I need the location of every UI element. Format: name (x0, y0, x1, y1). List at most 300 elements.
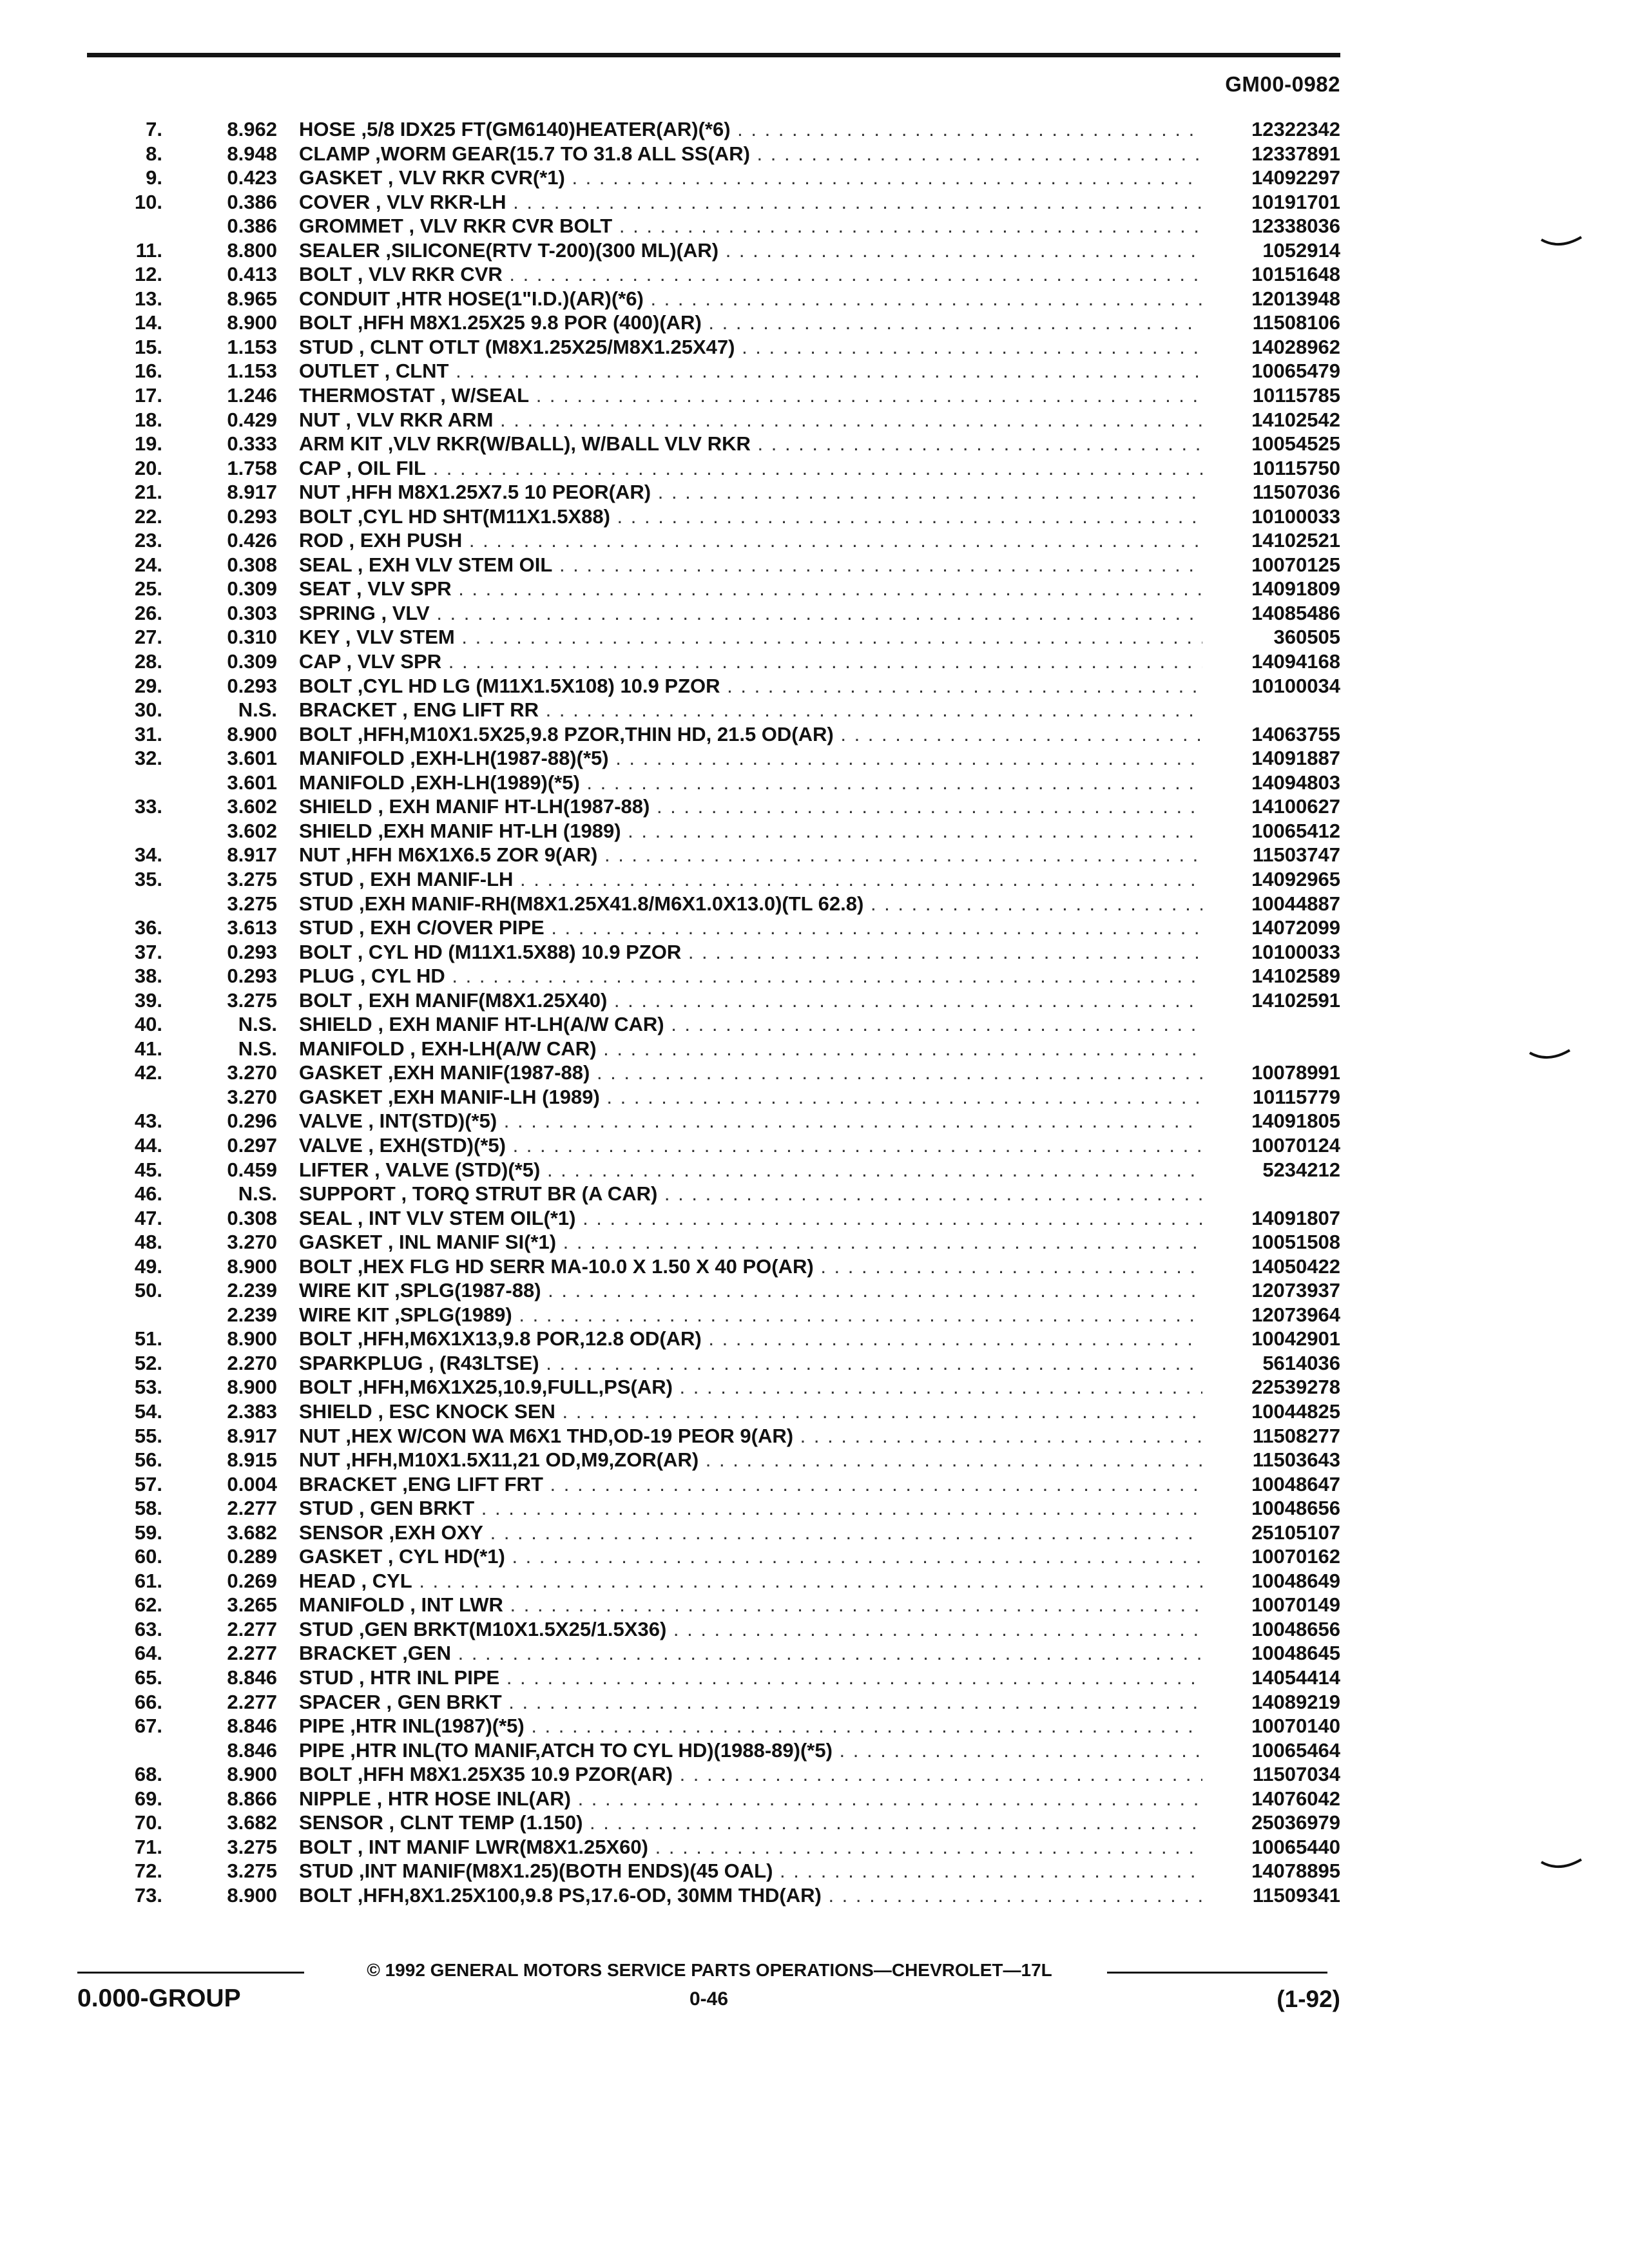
part-detail: ,HTR INL(1987)(*5) (350, 1715, 525, 1738)
part-description (299, 1351, 1202, 1376)
part-description (299, 1327, 1202, 1351)
part-detail: , EXH(STD)(*5) (368, 1133, 506, 1157)
part-name: CLAMP (299, 142, 370, 165)
ref-number: 37. (134, 940, 162, 963)
part-detail: ,CYL HD LG (M11X1.5X108) 10.9 PZOR (357, 674, 720, 697)
part-description (299, 142, 1202, 166)
part-detail: ,CYL HD SHT(M11X1.5X88) (357, 505, 610, 528)
part-number: 10048645 (1251, 1642, 1340, 1665)
part-description (299, 1544, 1202, 1569)
group-number: 0.293 (227, 505, 277, 528)
part-detail: , INT(STD)(*5) (368, 1110, 497, 1133)
part-detail: , EXH C/OVER PIPE (359, 916, 545, 939)
ref-number: 69. (134, 1787, 162, 1810)
ref-number: 34. (134, 843, 162, 867)
part-detail: , VALVE (STD)(*5) (374, 1158, 541, 1181)
part-name: BOLT (299, 674, 352, 697)
part-detail: ,SILICONE(RTV T-200)(300 ML)(AR) (385, 238, 719, 262)
part-detail: ,HFH M8X1.25X25 9.8 POR (400)(AR) (357, 311, 702, 334)
part-name: SPARKPLUG (299, 1351, 423, 1374)
part-detail: , VLV RKR CVR(*1) (387, 166, 565, 189)
parts-row (0, 698, 1629, 722)
ref-number: 44. (134, 1133, 162, 1157)
parts-row (0, 1666, 1629, 1690)
group-number: 0.429 (227, 408, 277, 431)
group-number: 2.239 (227, 1279, 277, 1302)
group-number: 0.333 (227, 432, 277, 456)
group-number: 8.917 (227, 481, 277, 504)
parts-row (0, 1012, 1629, 1037)
part-detail: , EXH PUSH (349, 529, 463, 552)
part-description (299, 1617, 1202, 1642)
ref-number: 8. (146, 142, 162, 165)
part-name: BOLT (299, 1254, 352, 1278)
part-name: SEAL (299, 553, 352, 576)
part-number: 10151648 (1251, 263, 1340, 286)
group-number: 0.297 (227, 1133, 277, 1157)
group-number: 3.275 (227, 867, 277, 890)
part-description (299, 1182, 1202, 1206)
group-number: 3.682 (227, 1521, 277, 1544)
parts-row (0, 722, 1629, 747)
part-description (299, 1859, 1202, 1883)
part-number: 5614036 (1262, 1351, 1340, 1374)
group-number: 1.153 (227, 335, 277, 358)
ref-number: 63. (134, 1617, 162, 1640)
parts-row (0, 1544, 1629, 1569)
part-description (299, 1424, 1202, 1448)
part-number: 14102589 (1251, 965, 1340, 988)
part-number: 12073937 (1251, 1279, 1340, 1302)
part-detail: , (R43LTSE) (428, 1351, 539, 1374)
part-description (299, 1811, 1202, 1835)
part-name: SUPPORT (299, 1182, 396, 1206)
parts-row (0, 625, 1629, 649)
part-number: 5234212 (1262, 1158, 1340, 1181)
group-number: 0.386 (227, 215, 277, 238)
part-number: 10051508 (1251, 1231, 1340, 1254)
group-number: 8.917 (227, 843, 277, 867)
parts-row (0, 1690, 1629, 1715)
part-name: BOLT (299, 1835, 352, 1858)
group-number: 8.948 (227, 142, 277, 165)
part-description (299, 964, 1202, 988)
part-description (299, 1012, 1202, 1037)
group-number: 0.310 (227, 626, 277, 649)
part-name: STUD (299, 335, 354, 358)
part-number: 12338036 (1251, 215, 1340, 238)
margin-tick-mark (1540, 1858, 1583, 1872)
group-number: 2.277 (227, 1642, 277, 1665)
part-detail: , TORQ STRUT BR (A CAR) (401, 1182, 658, 1206)
part-number: 14094168 (1251, 650, 1340, 673)
part-number: 10100033 (1251, 940, 1340, 963)
ref-number: 10. (134, 190, 162, 213)
part-name: VALVE (299, 1133, 363, 1157)
group-number: 8.800 (227, 238, 277, 262)
part-number: 14100627 (1251, 795, 1340, 818)
part-name: OUTLET (299, 360, 379, 383)
ref-number: 57. (134, 1472, 162, 1495)
part-name: BOLT (299, 1763, 352, 1786)
group-number: 8.900 (227, 1327, 277, 1350)
part-detail: , VLV RKR CVR BOLT (409, 215, 613, 238)
part-name: SPACER (299, 1690, 381, 1713)
ref-number: 22. (134, 505, 162, 528)
part-description (299, 1158, 1202, 1182)
parts-row (0, 1085, 1629, 1110)
part-number: 14076042 (1251, 1787, 1340, 1810)
part-name: NUT (299, 408, 340, 431)
part-description (299, 819, 1202, 843)
group-number: 8.917 (227, 1424, 277, 1447)
group-number: 0.309 (227, 577, 277, 601)
ref-number: 67. (134, 1715, 162, 1738)
part-name: MANIFOLD (299, 1037, 405, 1060)
ref-number: 62. (134, 1593, 162, 1617)
part-detail: , GEN BRKT (386, 1690, 502, 1713)
part-detail: , EXH MANIF HT-LH(1987-88) (378, 795, 650, 818)
part-number: 10191701 (1251, 190, 1340, 213)
part-description (299, 1375, 1202, 1399)
ref-number: 28. (134, 650, 162, 673)
ref-number: 15. (134, 335, 162, 358)
group-number: 0.308 (227, 1206, 277, 1229)
part-name: PIPE (299, 1738, 345, 1762)
part-detail: ,HFH M8X1.25X7.5 10 PEOR(AR) (345, 481, 651, 504)
part-name: NUT (299, 481, 340, 504)
parts-row (0, 359, 1629, 383)
part-detail: ,HTR INL(TO MANIF,ATCH TO CYL HD)(1988-89)(*5) (350, 1738, 833, 1762)
part-detail: ,EXH MANIF HT-LH (1989) (378, 819, 621, 842)
part-description (299, 1037, 1202, 1061)
group-number: 8.846 (227, 1715, 277, 1738)
part-detail: , VLV RKR ARM (345, 408, 494, 431)
ref-number: 14. (134, 311, 162, 334)
parts-row (0, 916, 1629, 940)
ref-number: 72. (134, 1860, 162, 1883)
part-detail: , VLV RKR CVR (357, 263, 503, 286)
part-detail: ,SPLG(1987-88) (394, 1279, 541, 1302)
part-name: BOLT (299, 1376, 352, 1399)
part-name: SHIELD (299, 795, 372, 818)
parts-row (0, 408, 1629, 432)
part-name: MANIFOLD (299, 747, 405, 770)
part-name: ROD (299, 529, 343, 552)
ref-number: 42. (134, 1061, 162, 1084)
part-description (299, 1714, 1202, 1738)
parts-row (0, 480, 1629, 505)
part-number: 10044825 (1251, 1399, 1340, 1423)
part-description (299, 287, 1202, 311)
part-description (299, 1883, 1202, 1908)
part-name: WIRE KIT (299, 1303, 389, 1326)
ref-number: 49. (134, 1254, 162, 1278)
part-name: GASKET (299, 1231, 383, 1254)
ref-number: 24. (134, 553, 162, 576)
part-description (299, 1521, 1202, 1545)
ref-number: 52. (134, 1351, 162, 1374)
group-number: 3.613 (227, 916, 277, 939)
part-description (299, 1641, 1202, 1666)
ref-number: 31. (134, 722, 162, 745)
part-name: GASKET (299, 1061, 383, 1084)
ref-number: 43. (134, 1110, 162, 1133)
part-description (299, 1738, 1202, 1763)
ref-number: 54. (134, 1399, 162, 1423)
part-detail: ,EXH-LH(1987-88)(*5) (410, 747, 609, 770)
part-detail: , EXH-LH(A/W CAR) (410, 1037, 597, 1060)
part-description (299, 1569, 1202, 1593)
part-detail: ,HEX W/CON WA M6X1 THD,OD-19 PEOR 9(AR) (345, 1424, 794, 1447)
part-name: SENSOR (299, 1811, 383, 1834)
part-description (299, 674, 1202, 698)
parts-row (0, 142, 1629, 166)
part-number: 10070149 (1251, 1593, 1340, 1617)
part-name: CAP (299, 650, 341, 673)
part-name: NUT (299, 843, 340, 867)
part-description (299, 1496, 1202, 1521)
part-name: COVER (299, 190, 371, 213)
group-number: N.S. (238, 1182, 277, 1206)
part-description (299, 698, 1202, 722)
part-description (299, 649, 1202, 674)
part-number: 11507034 (1252, 1763, 1340, 1786)
part-number: 14050422 (1251, 1254, 1340, 1278)
part-number: 10048656 (1251, 1617, 1340, 1640)
parts-row (0, 819, 1629, 843)
part-name: SHIELD (299, 819, 372, 842)
ref-number: 64. (134, 1642, 162, 1665)
part-number: 10078991 (1251, 1061, 1340, 1084)
group-number: 2.277 (227, 1617, 277, 1640)
part-name: LIFTER (299, 1158, 369, 1181)
revision-date: (1-92) (1277, 1986, 1340, 2012)
ref-number: 33. (134, 795, 162, 818)
part-detail: , CYL HD (M11X1.5X88) 10.9 PZOR (357, 940, 682, 963)
part-number: 11508277 (1252, 1424, 1340, 1447)
part-detail: , INT MANIF LWR(M8X1.25X60) (357, 1835, 648, 1858)
part-detail: , ESC KNOCK SEN (378, 1399, 555, 1423)
page-number: 0-46 (689, 1988, 729, 2010)
parts-row (0, 1278, 1629, 1303)
part-number: 14063755 (1251, 722, 1340, 745)
part-number: 10070125 (1251, 553, 1340, 576)
part-name: SHIELD (299, 1399, 372, 1423)
part-number: 1052914 (1262, 238, 1340, 262)
parts-row (0, 166, 1629, 190)
group-number: 0.308 (227, 553, 277, 576)
part-description (299, 432, 1202, 456)
parts-row (0, 964, 1629, 988)
part-name: STUD (299, 1860, 354, 1883)
part-name: GASKET (299, 1545, 383, 1568)
part-number: 10070140 (1251, 1715, 1340, 1738)
parts-row (0, 1254, 1629, 1279)
parts-row (0, 794, 1629, 819)
part-number: 14054414 (1251, 1666, 1340, 1689)
part-detail: , CYL HD (360, 965, 445, 988)
part-name: GASKET (299, 166, 383, 189)
group-number: 3.601 (227, 771, 277, 794)
part-description (299, 794, 1202, 819)
part-number: 10065440 (1251, 1835, 1340, 1858)
part-description (299, 480, 1202, 505)
part-description (299, 867, 1202, 892)
part-detail: , VLV SPR (356, 577, 452, 601)
group-number: 0.426 (227, 529, 277, 552)
group-number: 3.275 (227, 1835, 277, 1858)
part-description (299, 1787, 1202, 1811)
ref-number: 47. (134, 1206, 162, 1229)
group-number: 0.293 (227, 674, 277, 697)
part-name: BOLT (299, 988, 352, 1012)
part-number: 12073964 (1251, 1303, 1340, 1326)
part-number: 10048649 (1251, 1569, 1340, 1592)
document-id: GM00-0982 (1225, 72, 1340, 96)
part-name: STUD (299, 916, 354, 939)
part-name: CONDUIT (299, 287, 390, 310)
part-number: 10044887 (1251, 892, 1340, 915)
part-name: WIRE KIT (299, 1279, 389, 1302)
group-number: 8.900 (227, 1254, 277, 1278)
ref-number: 21. (134, 481, 162, 504)
parts-row (0, 843, 1629, 867)
part-detail: ,EXH OXY (389, 1521, 483, 1544)
group-number: 1.246 (227, 384, 277, 407)
ref-number: 70. (134, 1811, 162, 1834)
part-number: 14092965 (1251, 867, 1340, 890)
part-name: SPRING (299, 601, 376, 624)
part-number: 14092297 (1251, 166, 1340, 189)
ref-number: 40. (134, 1013, 162, 1036)
part-number: 14102542 (1251, 408, 1340, 431)
ref-number: 45. (134, 1158, 162, 1181)
parts-row (0, 601, 1629, 626)
parts-row (0, 1206, 1629, 1231)
part-number: 10048656 (1251, 1497, 1340, 1520)
part-name: BOLT (299, 940, 352, 963)
parts-row (0, 1327, 1629, 1351)
part-number: 12337891 (1251, 142, 1340, 165)
ref-number: 9. (146, 166, 162, 189)
part-name: BOLT (299, 505, 352, 528)
ref-number: 38. (134, 965, 162, 988)
group-number: 0.309 (227, 650, 277, 673)
footer-rule (77, 1972, 304, 1974)
part-description (299, 166, 1202, 190)
parts-row (0, 1037, 1629, 1061)
part-detail: , INL MANIF SI(*1) (387, 1231, 557, 1254)
ref-number: 27. (134, 626, 162, 649)
parts-row (0, 940, 1629, 965)
group-number: 0.269 (227, 1569, 277, 1592)
part-detail: , EXH MANIF-LH (359, 867, 514, 890)
group-number: 8.900 (227, 1376, 277, 1399)
group-number: 2.277 (227, 1497, 277, 1520)
part-number: 10070124 (1251, 1133, 1340, 1157)
part-detail: ,SPLG(1989) (394, 1303, 512, 1326)
part-number: 11508106 (1252, 311, 1340, 334)
part-description (299, 1303, 1202, 1327)
ref-number: 73. (134, 1883, 162, 1907)
group-number: 0.289 (227, 1545, 277, 1568)
ref-number: 13. (134, 287, 162, 310)
part-description (299, 577, 1202, 601)
part-number: 14091807 (1251, 1206, 1340, 1229)
group-number: 8.962 (227, 118, 277, 140)
parts-row (0, 1787, 1629, 1811)
ref-number: 35. (134, 867, 162, 890)
part-name: BOLT (299, 311, 352, 334)
ref-number: 58. (134, 1497, 162, 1520)
parts-row (0, 1133, 1629, 1158)
parts-row (0, 335, 1629, 360)
part-number: 14091809 (1251, 577, 1340, 601)
part-detail: ,HFH,M6X1X13,9.8 POR,12.8 OD(AR) (357, 1327, 702, 1350)
part-description (299, 988, 1202, 1013)
part-description (299, 528, 1202, 553)
group-label: 0.000-GROUP (77, 1984, 241, 2012)
ref-number: 51. (134, 1327, 162, 1350)
parts-row (0, 432, 1629, 456)
part-description (299, 722, 1202, 747)
part-detail: , HTR HOSE INL(AR) (376, 1787, 571, 1810)
part-detail: , CLNT (384, 360, 449, 383)
part-name: NUT (299, 1424, 340, 1447)
part-detail: , CYL HD(*1) (387, 1545, 505, 1568)
part-detail: ,HFH,M10X1.5X11,21 OD,M9,ZOR(AR) (345, 1448, 699, 1472)
ref-number: 65. (134, 1666, 162, 1689)
part-number: 14028962 (1251, 335, 1340, 358)
group-number: 3.275 (227, 892, 277, 915)
part-description (299, 843, 1202, 867)
group-number: 0.296 (227, 1110, 277, 1133)
part-number: 14089219 (1251, 1690, 1340, 1713)
ref-number: 32. (134, 747, 162, 770)
part-description (299, 214, 1202, 238)
part-description (299, 383, 1202, 408)
part-name: MANIFOLD (299, 771, 405, 794)
group-number: N.S. (238, 698, 277, 722)
part-detail: ,GEN (402, 1642, 451, 1665)
group-number: 1.153 (227, 360, 277, 383)
part-detail: , CLNT TEMP (1.150) (389, 1811, 583, 1834)
part-description (299, 1109, 1202, 1133)
part-number: 14072099 (1251, 916, 1340, 939)
group-number: 3.270 (227, 1085, 277, 1108)
ref-number: 53. (134, 1376, 162, 1399)
part-number: 12013948 (1251, 287, 1340, 310)
ref-number: 39. (134, 988, 162, 1012)
ref-number: 48. (134, 1231, 162, 1254)
part-name: BRACKET (299, 698, 397, 722)
parts-list (0, 117, 1629, 1907)
parts-row (0, 1859, 1629, 1883)
part-name: BOLT (299, 1327, 352, 1350)
part-description (299, 553, 1202, 577)
part-detail: ,VLV RKR(W/BALL), W/BALL VLV RKR (387, 432, 751, 456)
group-number: 3.270 (227, 1231, 277, 1254)
part-description (299, 1230, 1202, 1254)
part-name: PIPE (299, 1715, 345, 1738)
part-number: 11509341 (1252, 1883, 1340, 1907)
part-number: 14085486 (1251, 601, 1340, 624)
part-description (299, 1666, 1202, 1690)
part-number: 10115785 (1252, 384, 1340, 407)
part-number: 10100033 (1251, 505, 1340, 528)
parts-row (0, 238, 1629, 263)
